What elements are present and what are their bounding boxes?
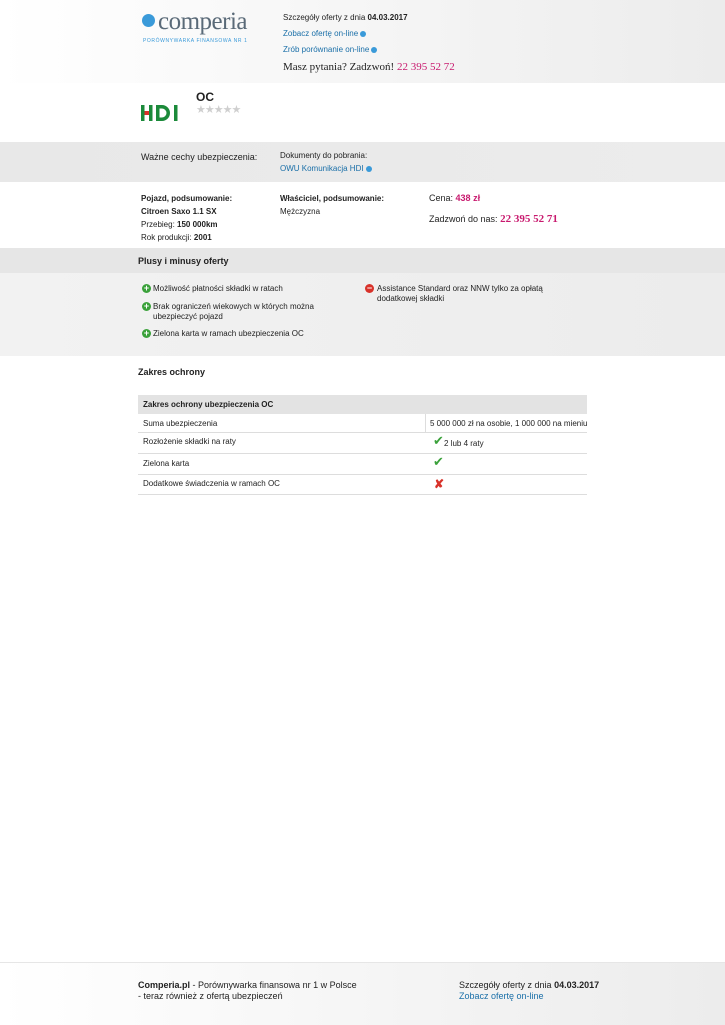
- call-phone[interactable]: 22 395 52 71: [500, 213, 558, 225]
- comperia-logo-icon: [142, 14, 155, 27]
- rating-stars: [196, 103, 240, 116]
- row-value: 5 000 000 zł na osobie, 1 000 000 na mieniu: [430, 419, 588, 428]
- offer-date: [283, 13, 408, 22]
- table-row: [138, 432, 587, 454]
- info-icon: [366, 166, 372, 172]
- vehicle-name: Citroen Saxo 1.1 SX: [141, 207, 217, 216]
- mileage: [141, 220, 218, 229]
- header-band: [0, 0, 725, 83]
- footer-about: [138, 980, 357, 1002]
- con-item: Assistance Standard oraz NNW tylko za opłatą dodatkowej składki: [377, 284, 543, 303]
- price: [429, 193, 480, 203]
- owner-label: Właściciel, podsumowanie:: [280, 194, 385, 203]
- plus-icon: +: [143, 301, 150, 311]
- call-label: Zadzwoń do nas:: [429, 214, 498, 224]
- doc-link[interactable]: [280, 164, 372, 173]
- footer-line2: - teraz również z ofertą ubezpieczeń: [138, 991, 283, 1001]
- production-year: [141, 233, 212, 242]
- header-phone[interactable]: 22 395 52 72: [396, 61, 455, 73]
- comperia-logo-text: comperia: [158, 8, 248, 35]
- footer-date-label: Szczegóły oferty z dnia: [459, 980, 552, 990]
- pro-item: Możliwość płatności składki w ratach: [153, 284, 283, 293]
- table-row: [138, 474, 587, 495]
- row-label: Zielona karta: [143, 459, 190, 468]
- minus-icon: −: [366, 283, 373, 293]
- offer-date-label: Szczegóły oferty z dnia: [283, 13, 366, 22]
- pro-item: Zielona karta w ramach ubezpieczenia OC: [153, 329, 304, 338]
- footer-offer: [459, 980, 599, 1002]
- cross-icon: ✘: [434, 477, 445, 491]
- footer-line1: - Porównywarka finansowa nr 1 w Polsce: [190, 980, 357, 990]
- vehicle-label: Pojazd, podsumowanie:: [141, 194, 233, 203]
- info-icon: [360, 31, 366, 37]
- year-label: Rok produkcji:: [141, 233, 192, 242]
- mileage-value: 150 000km: [177, 220, 218, 229]
- features-label: Ważne cechy ubezpieczenia:: [141, 152, 258, 162]
- column-divider: [425, 414, 426, 432]
- price-value: 438 zł: [455, 193, 481, 203]
- info-icon: [371, 47, 377, 53]
- row-label: Suma ubezpieczenia: [143, 419, 218, 428]
- coverage-table-header-text: Zakres ochrony ubezpieczenia OC: [143, 400, 274, 409]
- plus-icon: +: [143, 283, 150, 293]
- plus-icon: +: [143, 328, 150, 338]
- footer-band: [0, 962, 725, 1025]
- question-text: Masz pytania? Zadzwoń!: [283, 61, 395, 73]
- comperia-logo-tagline: PORÓWNYWARKA FINANSOWA NR 1: [143, 38, 248, 44]
- check-icon: ✔: [433, 454, 444, 469]
- pro-item: Brak ograniczeń wiekowych w których można ubezpieczyć pojazd: [153, 302, 314, 321]
- pros-cons-heading: Plusy i minusy oferty: [138, 256, 229, 266]
- table-row: [138, 453, 587, 475]
- contact-line: [283, 61, 455, 73]
- star-icon: ★: [213, 104, 223, 116]
- footer-date-value: 04.03.2017: [554, 980, 600, 990]
- star-icon: ★: [196, 104, 205, 116]
- coverage-heading: Zakres ochrony: [138, 367, 206, 377]
- year-value: 2001: [193, 233, 212, 242]
- link-online[interactable]: [283, 29, 366, 38]
- row-label: Rozłożenie składki na raty: [143, 437, 236, 446]
- footer-brand: Comperia.pl: [138, 980, 191, 990]
- check-icon: ✔: [433, 433, 444, 448]
- docs-label: Dokumenty do pobrania:: [280, 151, 368, 160]
- call-us: [429, 213, 558, 225]
- star-icon: ★: [204, 104, 214, 116]
- comperia-logo[interactable]: [141, 10, 256, 46]
- coverage-table-header: [138, 395, 587, 414]
- star-icon: ★: [222, 104, 232, 116]
- star-icon: ★: [231, 104, 241, 116]
- footer-link-online[interactable]: Zobacz ofertę on-line: [459, 991, 544, 1001]
- doc-link-text[interactable]: OWU Komunikacja HDI: [280, 164, 364, 173]
- mileage-label: Przebieg:: [141, 220, 175, 229]
- hdi-logo-svg: [141, 105, 185, 121]
- hdi-logo: [141, 105, 185, 121]
- link-compare-text[interactable]: Zrób porównanie on-line: [283, 45, 370, 54]
- row-value: 2 lub 4 raty: [444, 439, 484, 448]
- table-row: [138, 414, 587, 433]
- product-title: OC: [196, 90, 214, 104]
- link-compare[interactable]: [283, 45, 377, 54]
- features-band: [0, 142, 725, 182]
- price-label: Cena:: [429, 193, 454, 203]
- pros-cons-heading-band: [0, 248, 725, 273]
- link-online-text[interactable]: Zobacz ofertę on-line: [283, 29, 359, 38]
- owner-gender: Mężczyzna: [280, 207, 321, 216]
- offer-date-value: 04.03.2017: [367, 13, 408, 22]
- row-label: Dodatkowe świadczenia w ramach OC: [143, 479, 280, 488]
